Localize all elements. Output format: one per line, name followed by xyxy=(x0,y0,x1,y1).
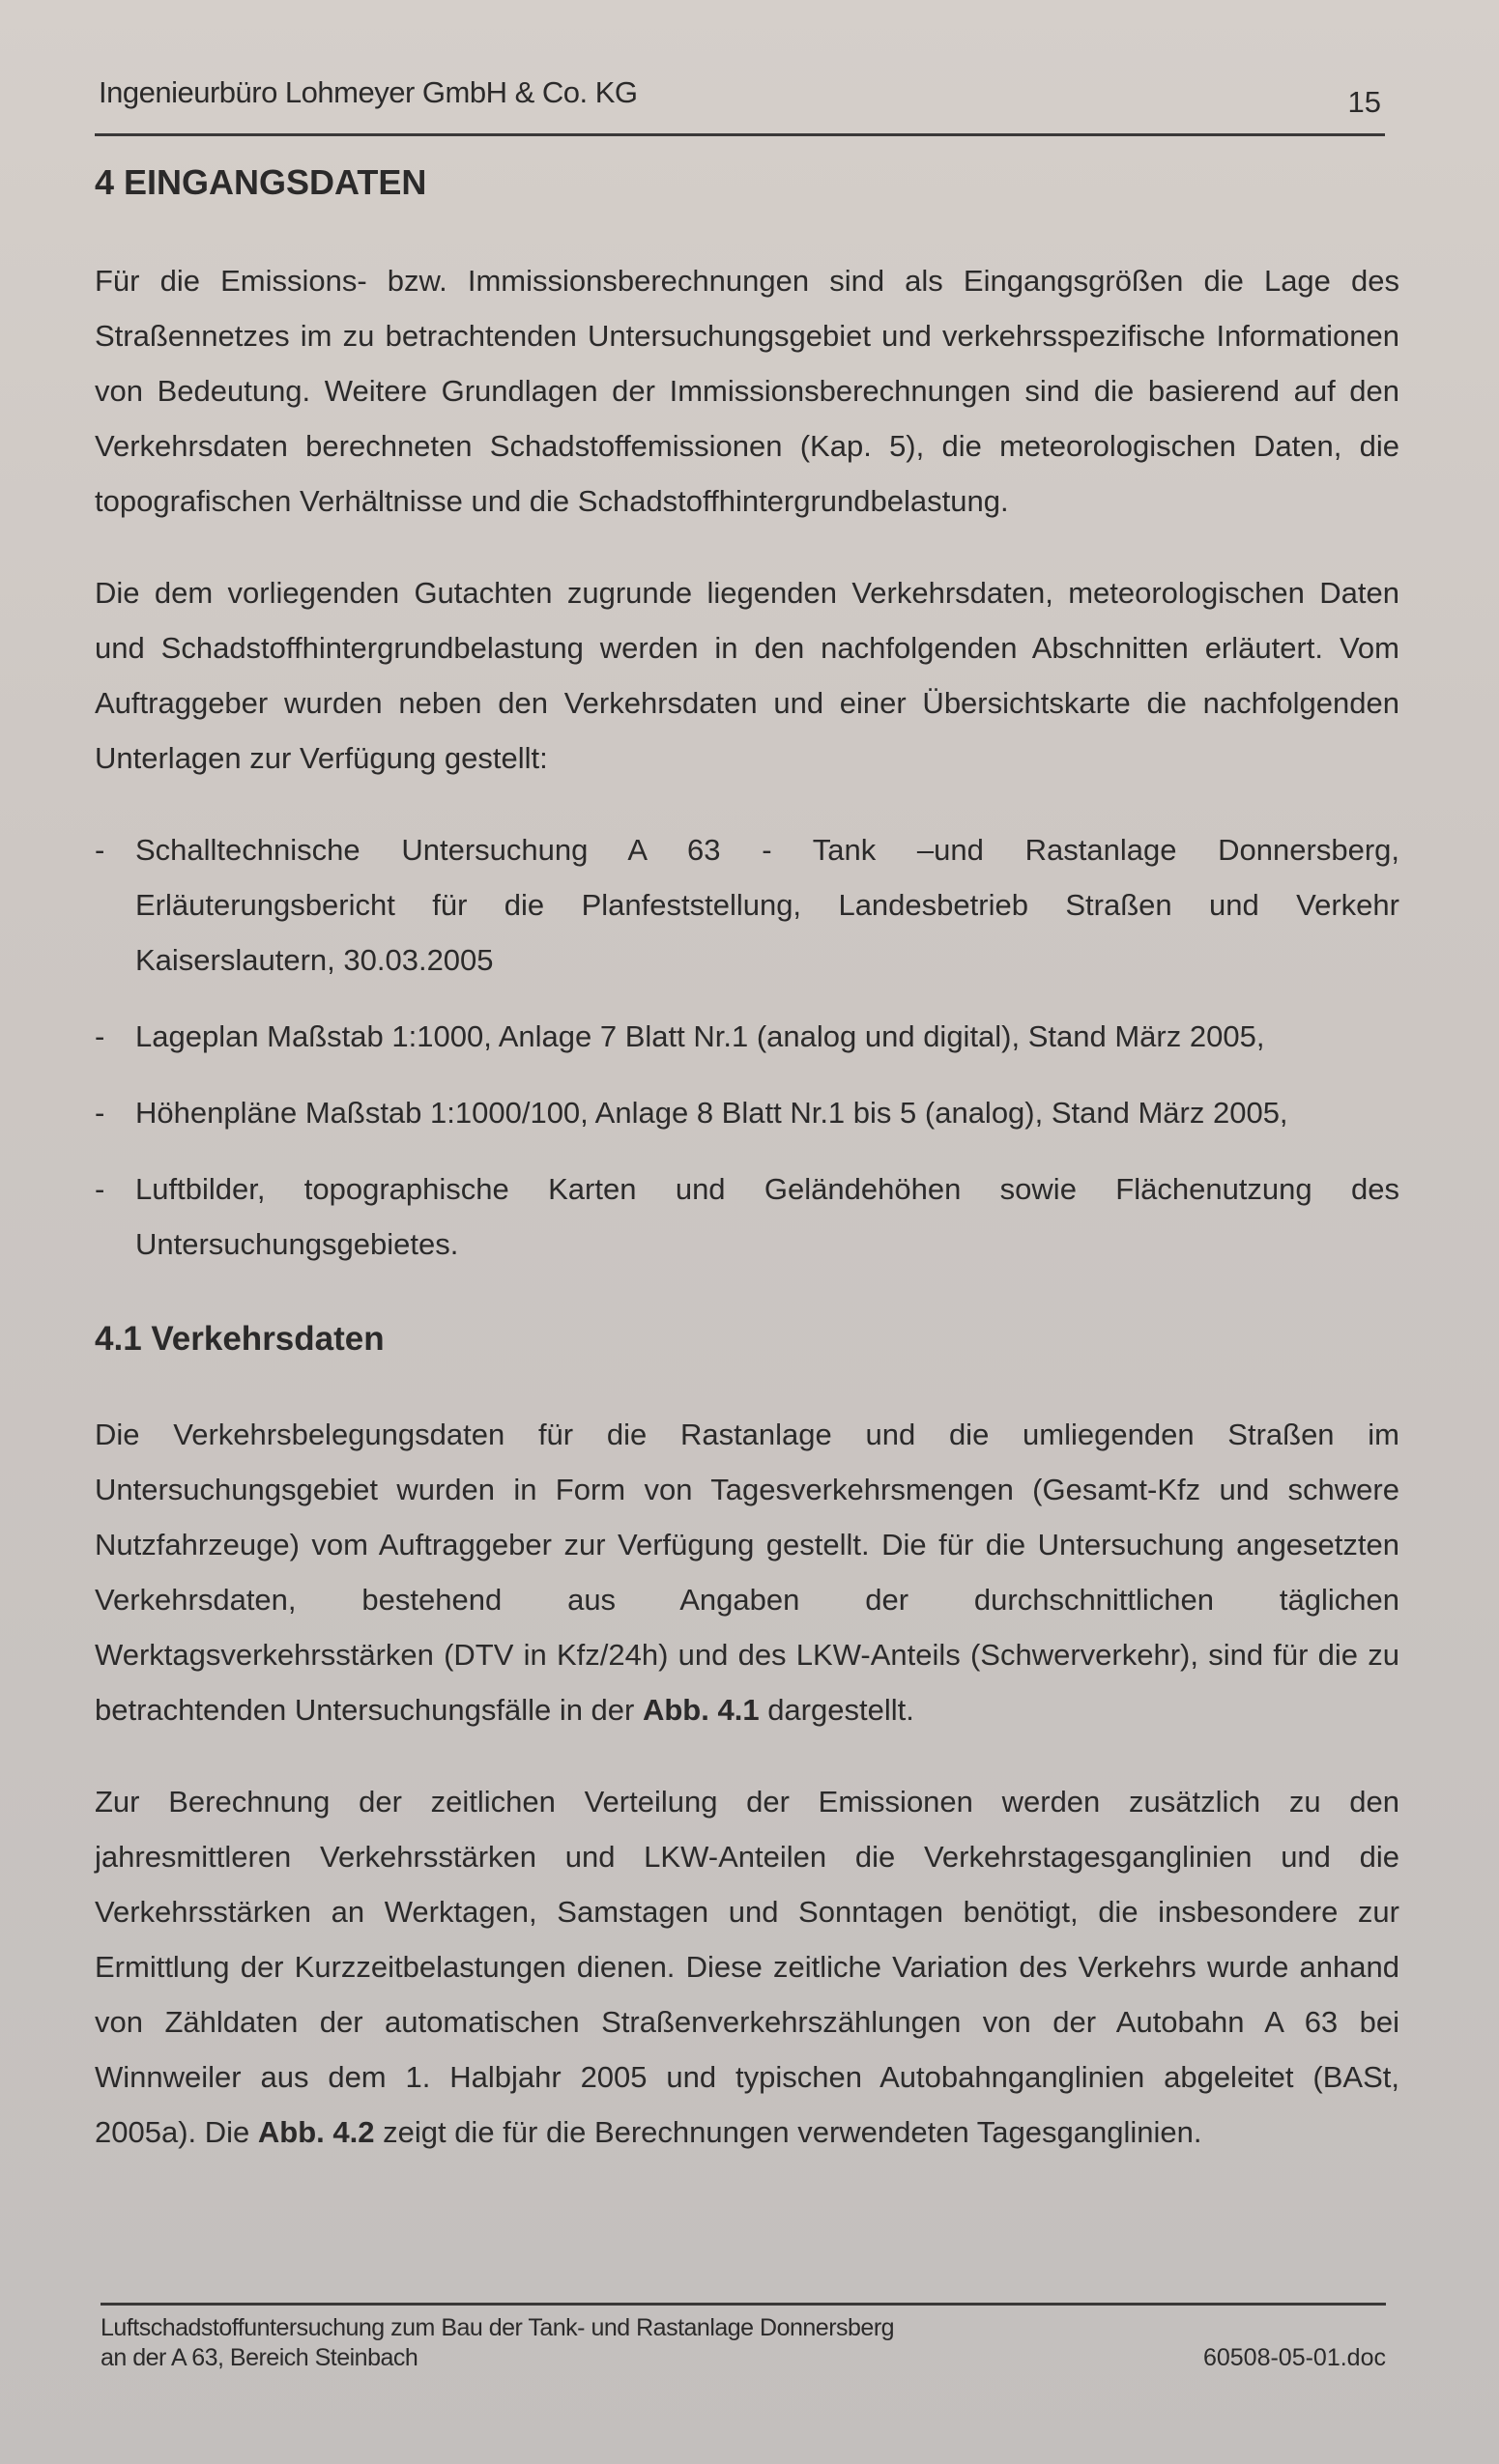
page-header xyxy=(95,66,1385,136)
subsection-heading: 4.1 Verkehrsdaten xyxy=(95,1320,385,1358)
header-company: Ingenieurbüro Lohmeyer GmbH & Co. KG xyxy=(99,75,638,109)
section-heading: 4 EINGANGSDATEN xyxy=(95,162,427,202)
page-footer xyxy=(101,2303,1386,2373)
paragraph-text: Die Verkehrsbelegungsdaten für die Rastanlage und die umliegenden Straßen im Untersuchungsgebiet wurden in Form von Tagesverkehrsmengen (Gesamt-Kfz und schwere Nutzfahrzeuge) vom Auftraggeber zur Verfügung gestellt. Die für die Untersuchung angesetzten Verkehrsdaten, bestehend aus Angaben der durchschnittlichen täglichen Werktagsverkehrsstärken (DTV in Kfz/24h) und des LKW-Anteils (Schwerverkehr), sind für die zu betrachtenden Untersuchungsfälle in der xyxy=(95,1418,1399,1727)
documents-list xyxy=(95,822,1399,1272)
list-item-text: Lageplan Maßstab 1:1000, Anlage 7 Blatt Nr.1 (analog und digital), Stand März 2005, xyxy=(135,1019,1265,1053)
subsection-paragraph xyxy=(95,1774,1399,2160)
paragraph-text: Zur Berechnung der zeitlichen Verteilung der Emissionen werden zusätzlich zu den jahresmittleren Verkehrsstärken und LKW-Anteilen die Verkehrstagesganglinien und die Verkehrsstärken an Werktagen, Samstagen und Sonntagen benötigt, die insbesondere zur Ermittlung der Kurzzeitbelastungen dienen. Diese zeitliche Variation des Verkehrs wurde anhand von Zähldaten der automatischen Straßenverkehrszählungen von der Autobahn A 63 bei Winnweiler aus dem 1. Halbjahr 2005 und typischen Autobahnganglinien abgeleitet (BASt, 2005a). Die xyxy=(95,1785,1399,2149)
section-paragraph: Für die Emissions- bzw. Immissionsberechnungen sind als Eingangsgrößen die Lage des Straßennetzes im zu betrachtenden Untersuchungsgebiet und verkehrsspezifische Informationen von Bedeutung. Weitere Grundlagen der Immissionsberechnungen sind die basierend auf den Verkehrsdaten berechneten Schadstoffemissionen (Kap. 5), die meteorologischen Daten, die topografischen Verhältnisse und die Schadstoffhintergrundbelastung. xyxy=(95,264,1399,518)
list-item xyxy=(95,822,1399,988)
bullet-dash: - xyxy=(95,1019,105,1053)
footer-line: an der A 63, Bereich Steinbach xyxy=(101,2344,418,2371)
paragraph-text: dargestellt. xyxy=(759,1693,914,1727)
section-paragraph: Die dem vorliegenden Gutachten zugrunde liegenden Verkehrsdaten, meteorologischen Daten und Schadstoffhintergrundbelastung werden in den nachfolgenden Abschnitten erläutert. Vom Auftraggeber wurden neben den Verkehrsdaten und einer Übersichtskarte die nachfolgenden Unterlagen zur Verfügung gestellt: xyxy=(95,576,1399,775)
page-content xyxy=(95,162,1399,2196)
list-item xyxy=(95,1085,1399,1140)
subsection-paragraph xyxy=(95,1407,1399,1737)
bullet-dash: - xyxy=(95,833,105,867)
paragraph-text: zeigt die für die Berechnungen verwendeten Tagesganglinien. xyxy=(374,2115,1202,2149)
footer-line: Luftschadstoffuntersuchung zum Bau der Tank- und Rastanlage Donnersberg xyxy=(101,2314,895,2341)
figure-reference: Abb. 4.1 xyxy=(642,1693,760,1727)
list-item xyxy=(95,1161,1399,1272)
list-item-text: Höhenpläne Maßstab 1:1000/100, Anlage 8 Blatt Nr.1 bis 5 (analog), Stand März 2005, xyxy=(135,1096,1288,1130)
bullet-dash: - xyxy=(95,1096,105,1130)
figure-reference: Abb. 4.2 xyxy=(257,2115,375,2149)
list-item-text: Luftbilder, topographische Karten und Geländehöhen sowie Flächenutzung des Untersuchungsgebietes. xyxy=(135,1172,1399,1261)
list-item-text: Schalltechnische Untersuchung A 63 - Tank –und Rastanlage Donnersberg, Erläuterungsbericht für die Planfeststellung, Landesbetrieb Straßen und Verkehr Kaiserslautern, 30.03.2005 xyxy=(135,833,1399,977)
footer-title xyxy=(101,2313,1386,2373)
footer-doc-id: 60508-05-01.doc xyxy=(1202,2344,1386,2371)
bullet-dash: - xyxy=(95,1172,105,1206)
page-number: 15 xyxy=(1347,85,1381,119)
list-item xyxy=(95,1009,1399,1064)
